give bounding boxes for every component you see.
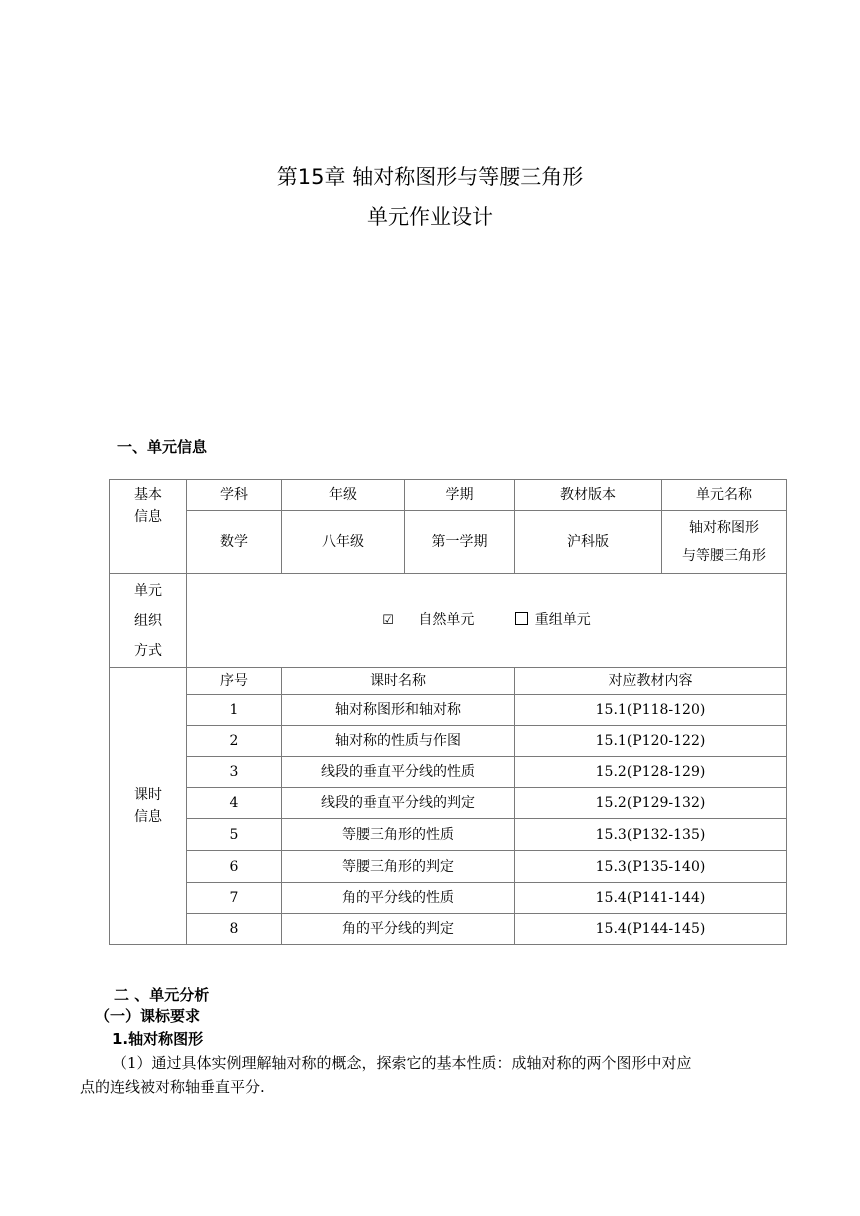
organization-options — [187, 574, 787, 668]
unchecked-box-icon[interactable] — [515, 612, 528, 625]
option-regrouped-unit: 重组单元 — [534, 612, 591, 628]
basic-info-label: 基本 信息 — [110, 480, 187, 574]
value-subject: 数学 — [187, 511, 282, 574]
table-row: 8 角的平分线的判定 15.4(P144-145) — [110, 914, 787, 945]
value-unit-name: 轴对称图形 与等腰三角形 — [662, 511, 787, 574]
table-row: 2 轴对称的性质与作图 15.1(P120-122) — [110, 726, 787, 757]
table-row: 1 轴对称图形和轴对称 15.1(P118-120) — [110, 695, 787, 726]
header-lesson-no: 序号 — [187, 668, 282, 695]
value-grade: 八年级 — [282, 511, 405, 574]
unit-info-table — [109, 479, 787, 945]
table-row: 3 线段的垂直平分线的性质 15.2(P128-129) — [110, 757, 787, 788]
document-title: 第15章 轴对称图形与等腰三角形 — [276, 165, 584, 189]
header-semester: 学期 — [405, 480, 515, 511]
checked-box-icon[interactable]: ☑ — [382, 613, 394, 628]
paragraph-line-2: 点的连线被对称轴垂直平分. — [80, 1078, 265, 1096]
table-row: 5 等腰三角形的性质 15.3(P132-135) — [110, 819, 787, 851]
table-row: 7 角的平分线的性质 15.4(P141-144) — [110, 883, 787, 914]
section-heading-unit-info: 一、单元信息 — [117, 438, 208, 456]
header-textbook: 教材版本 — [515, 480, 662, 511]
value-semester: 第一学期 — [405, 511, 515, 574]
header-lesson-content: 对应教材内容 — [515, 668, 787, 695]
table-row: 4 线段的垂直平分线的判定 15.2(P129-132) — [110, 788, 787, 819]
subheading-axial-symmetry: 1.轴对称图形 — [112, 1030, 204, 1048]
subheading-curriculum-requirements: （一）课标要求 — [95, 1007, 201, 1025]
header-subject: 学科 — [187, 480, 282, 511]
organization-label: 单元 组织 方式 — [110, 574, 187, 668]
table-row: 6 等腰三角形的判定 15.3(P135-140) — [110, 851, 787, 883]
lesson-info-label: 课时 信息 — [110, 668, 187, 945]
header-unit-name: 单元名称 — [662, 480, 787, 511]
section-heading-unit-analysis: 二 、单元分析 — [114, 986, 210, 1004]
document-subtitle: 单元作业设计 — [367, 205, 493, 229]
header-lesson-name: 课时名称 — [282, 668, 515, 695]
value-textbook: 沪科版 — [515, 511, 662, 574]
header-grade: 年级 — [282, 480, 405, 511]
paragraph-line-1: （1）通过具体实例理解轴对称的概念，探索它的基本性质：成轴对称的两个图形中对应 — [112, 1054, 692, 1072]
option-natural-unit: 自然单元 — [418, 612, 475, 628]
